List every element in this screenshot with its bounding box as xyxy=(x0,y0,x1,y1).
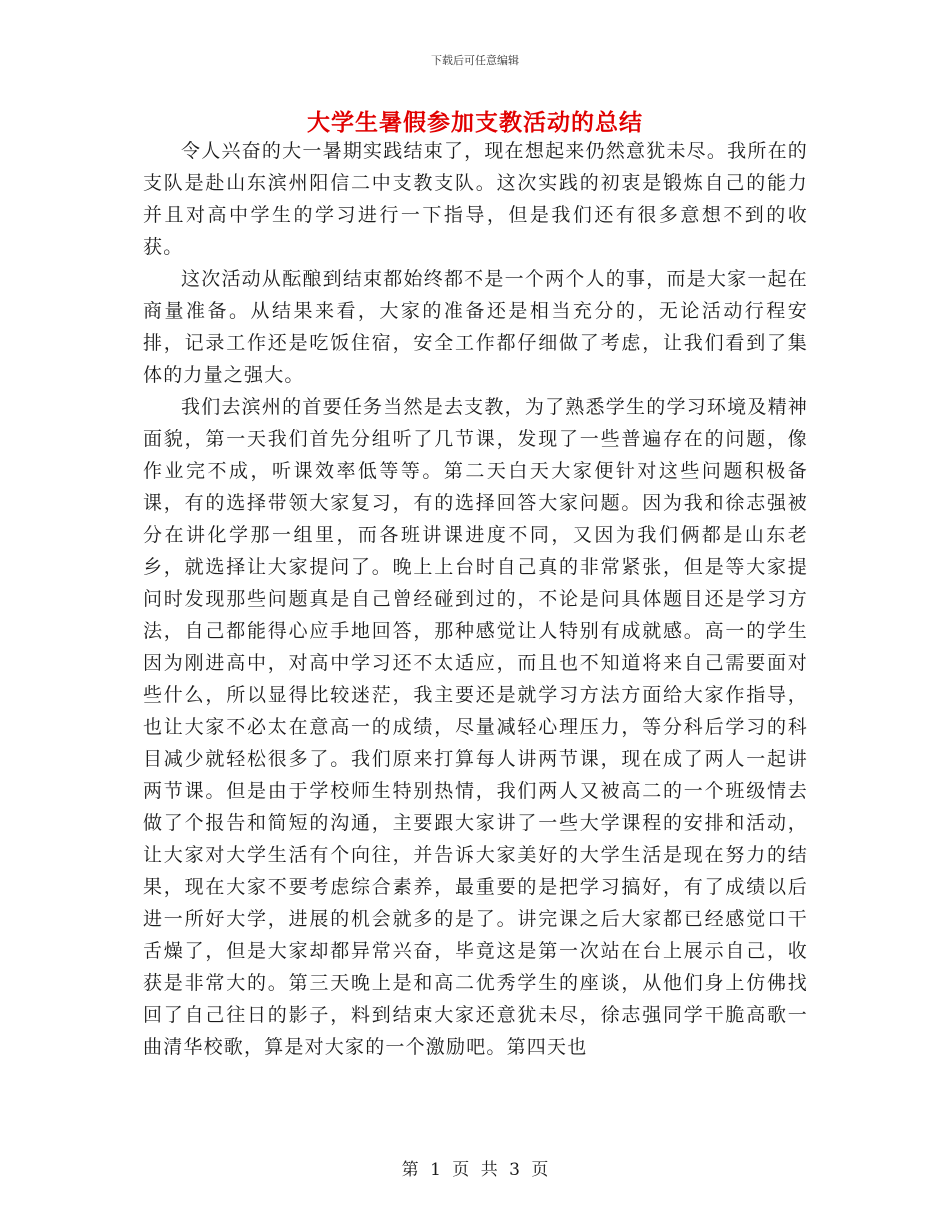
document-body xyxy=(143,135,808,1063)
paragraph-3: 我们去滨州的首要任务当然是去支教，为了熟悉学生的学习环境及精神面貌，第一天我们首先分组听了几节课，发现了一些普遍存在的问题，像作业完不成，听课效率低等等。第二天白天大家便针对这些问题积极备课，有的选择带领大家复习，有的选择回答大家问题。因为我和徐志强被分在讲化学那一组里，而各班讲课进度不同，又因为我们俩都是山东老乡，就选择让大家提问了。晚上上台时自己真的非常紧张，但是等大家提问时发现那些问题真是自己曾经碰到过的，不论是问具体题目还是学习方法，自己都能得心应手地回答，那种感觉让人特别有成就感。高一的学生因为刚进高中，对高中学习还不太适应，而且也不知道将来自己需要面对些什么，所以显得比较迷茫，我主要还是就学习方法方面给大家作指导，也让大家不必太在意高一的成绩，尽量减轻心理压力，等分科后学习的科目减少就轻松很多了。我们原来打算每人讲两节课，现在成了两人一起讲两节课。但是由于学校师生特别热情，我们两人又被高二的一个班级情去做了个报告和简短的沟通，主要跟大家讲了一些大学课程的安排和活动，让大家对大学生活有个向往，并告诉大家美好的大学生活是现在努力的结果，现在大家不要考虑综合素养，最重要的是把学习搞好，有了成绩以后进一所好大学，进展的机会就多的是了。讲完课之后大家都已经感觉口干舌燥了，但是大家却都异常兴奋，毕竟这是第一次站在台上展示自己，收获是非常大的。第三天晚上是和高二优秀学生的座谈，从他们身上仿佛找回了自己往日的影子，料到结束大家还意犹未尽，徐志强同学干脆高歌一曲清华校歌，算是对大家的一个激励吧。第四天也 xyxy=(143,396,808,1058)
document-title: 大学生暑假参加支教活动的总结 xyxy=(307,109,643,136)
paragraph-2: 这次活动从酝酿到结束都始终都不是一个两个人的事，而是大家一起在商量准备。从结果来看，大家的准备还是相当充分的，无论活动行程安排，记录工作还是吃饭住宿，安全工作都仔细做了考虑，让我们看到了集体的力量之强大。 xyxy=(143,268,808,386)
paragraph-1: 令人兴奋的大一暑期实践结束了，现在想起来仍然意犹未尽。我所在的支队是赴山东滨州阳信二中支教支队。这次实践的初衷是锻炼自己的能力并且对高中学生的学习进行一下指导，但是我们还有很多意想不到的收获。 xyxy=(143,140,808,258)
header-note: 下载后可任意编辑 xyxy=(431,54,519,67)
page-number-footer: 第 1 页 共 3 页 xyxy=(401,1160,549,1180)
